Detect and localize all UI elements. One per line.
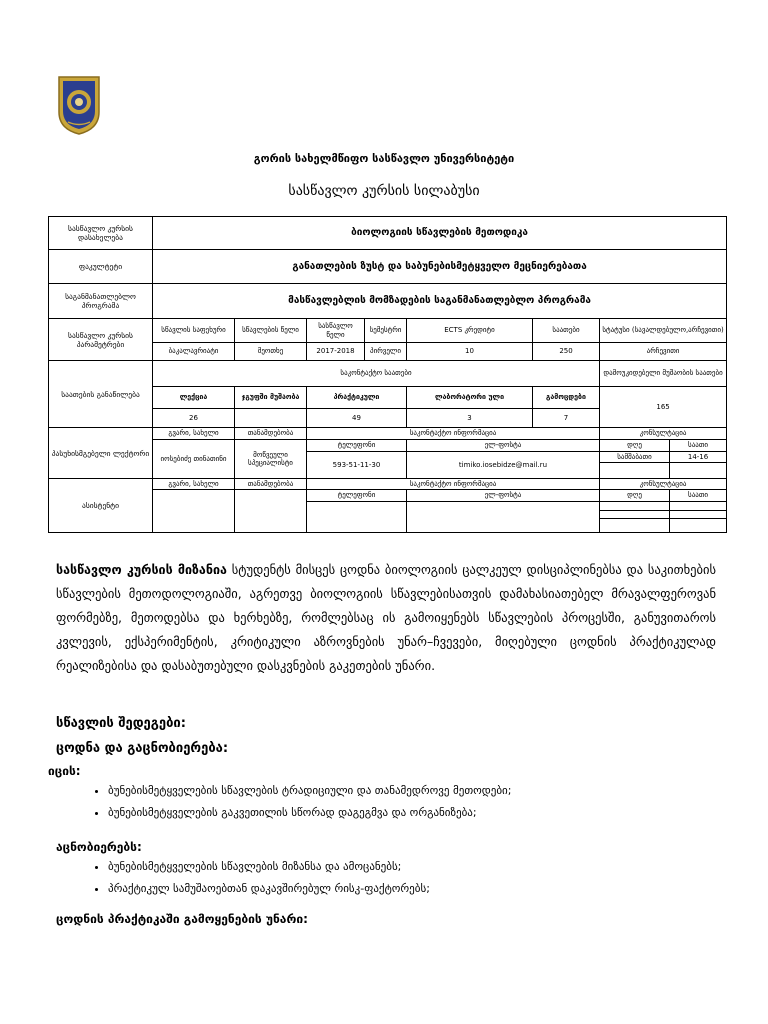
assistant-name xyxy=(153,490,235,533)
hours-header: ლაბორატორი ული xyxy=(407,387,533,409)
param-header: საათები xyxy=(533,319,600,343)
col-consult-header: კონსულტაცია xyxy=(600,428,727,440)
independent-hours-label: დამოუკიდებელი მუშაობის საათები xyxy=(600,361,727,387)
lecturer-phone: 593-51-11-30 xyxy=(307,452,407,479)
row-course-name xyxy=(49,217,727,250)
independent-hours: 165 xyxy=(600,387,727,428)
row-assistant-headers xyxy=(49,479,727,490)
hours-header: გამოცდები xyxy=(533,387,600,409)
aware-label: აცნობიერებს: xyxy=(56,840,142,854)
empty-cell xyxy=(600,519,670,533)
empty-cell xyxy=(670,502,727,511)
col-phone-header: ტელეფონი xyxy=(307,440,407,452)
param-value: ბაკალავრიატი xyxy=(153,343,235,361)
empty-cell xyxy=(600,502,670,511)
param-header: სტატუსი (სავალდებულო,არჩევითი) xyxy=(600,319,727,343)
param-value: 2017-2018 xyxy=(307,343,365,361)
university-name: გორის სახელმწიფო სასწავლო უნივერსიტეტი xyxy=(253,152,515,165)
university-seal-logo xyxy=(56,74,102,136)
aware-list xyxy=(78,856,728,900)
course-name-label: სასწავლო კურსის დასახელება xyxy=(49,217,153,250)
program-name: მასწავლებლის მომზადების საგანმანათლებლო პროგრამა xyxy=(153,284,727,319)
row-lecturer-headers xyxy=(49,428,727,440)
col-hour-header: საათი xyxy=(670,490,727,502)
param-value: არჩევითი xyxy=(600,343,727,361)
contact-hours-label: საკონტაქტო საათები xyxy=(153,361,600,387)
lecturer-email: timiko.iosebidze@mail.ru xyxy=(407,452,600,479)
assistant-position xyxy=(235,490,307,533)
col-name-header: გვარი, სახელი xyxy=(153,428,235,440)
hours-header: ლექცია xyxy=(153,387,235,409)
lecturer-label: პასუხისმგებელი ლექტორი xyxy=(49,428,153,479)
list-item: • ბუნებისმეტყველების გაკვეთილის სწორად დაგეგმვა და ორგანიზება; xyxy=(108,802,728,824)
col-contact-header: საკონტაქტო ინფორმაცია xyxy=(307,428,600,440)
program-label: საგანმანათლებლო პროგრამა xyxy=(49,284,153,319)
col-position-header: თანამდებობა xyxy=(235,479,307,490)
empty-cell xyxy=(670,463,727,479)
hours-value: 49 xyxy=(307,409,407,428)
list-item: • პრაქტიკულ სამუშაოებთან დაკავშირებულ რისკ-ფაქტორებს; xyxy=(108,878,728,900)
hours-value: 26 xyxy=(153,409,235,428)
outcomes-title: სწავლის შედეგები: xyxy=(56,716,186,731)
row-faculty xyxy=(49,250,727,284)
course-aim-text: სტუდენტს მისცეს ცოდნა ბიოლოგიის ცალკეულ დისციპლინებსა და საკითხების სწავლების მეთოდოლოგიაში, აგრეთვე ბიოლოგიის სწავლებისათვის დამახასიათებელ მრავალფეროვან ფორმებზე, მეთოდებსა და ხერხებზე, რომლებსაც ის გამოიყენებს სწავლების პროცესში, განუვითაროს კვლევის, ექსპერიმენტის, კრიტიკული აზროვნების უნარ–ჩვევები, მიღებული ცოდნის პრაქტიკულად რეალიზებისა და დასაბუთებული დასკვნების გაკეთების უნარი. xyxy=(56,562,717,673)
param-value: პირველი xyxy=(365,343,407,361)
hours-header: ჯგუფში მუშაობა xyxy=(235,387,307,409)
empty-cell xyxy=(600,511,670,519)
hours-value: 3 xyxy=(407,409,533,428)
faculty-label: ფაკულტეტი xyxy=(49,250,153,284)
list-item: • ბუნებისმეტყველების სწავლების მიზანსა და ამოცანებს; xyxy=(108,856,728,878)
practice-title: ცოდნის პრაქტიკაში გამოყენების უნარი: xyxy=(56,912,308,926)
faculty-name: განათლების ზუსტ და საბუნებისმეტყველო მეცნიერებათა xyxy=(153,250,727,284)
lecturer-position: მოწვეული სპეციალისტი xyxy=(235,440,307,479)
params-label: სასწავლო კურსის პარამეტრები xyxy=(49,319,153,361)
param-header: სწავლების წელი xyxy=(235,319,307,343)
empty-cell xyxy=(670,511,727,519)
course-aim-lead: სასწავლო კურსის მიზანია xyxy=(56,562,227,577)
consult-hour: 14-16 xyxy=(670,452,727,463)
param-value: 10 xyxy=(407,343,533,361)
hours-label: საათების განაწილება xyxy=(49,361,153,428)
col-email-header: ელ-ფოსტა xyxy=(407,490,600,502)
col-email-header: ელ-ფოსტა xyxy=(407,440,600,452)
row-hours-top xyxy=(49,361,727,387)
col-phone-header: ტელეფონი xyxy=(307,490,407,502)
syllabus-table xyxy=(48,216,727,533)
knowledge-title: ცოდნა და გაცნობიერება: xyxy=(56,741,229,756)
knows-label: იცის: xyxy=(48,764,81,778)
param-value: 250 xyxy=(533,343,600,361)
lecturer-name: იოსებიძე თინათინი xyxy=(153,440,235,479)
hours-header: პრაქტიკული xyxy=(307,387,407,409)
knows-list xyxy=(78,780,728,824)
col-hour-header: საათი xyxy=(670,440,727,452)
param-header: ECTS კრედიტი xyxy=(407,319,533,343)
col-contact-header: საკონტაქტო ინფორმაცია xyxy=(307,479,600,490)
assistant-phone xyxy=(307,502,407,533)
row-params-headers xyxy=(49,319,727,343)
course-name: ბიოლოგიის სწავლების მეთოდიკა xyxy=(153,217,727,250)
consult-day: სამშაბათი xyxy=(600,452,670,463)
syllabus-title: სასწავლო კურსის სილაბუსი xyxy=(288,183,480,199)
assistant-email xyxy=(407,502,600,533)
param-header: სწავლის საფეხური xyxy=(153,319,235,343)
col-consult-header: კონსულტაცია xyxy=(600,479,727,490)
empty-cell xyxy=(670,519,727,533)
row-program xyxy=(49,284,727,319)
col-day-header: დღე xyxy=(600,440,670,452)
empty-cell xyxy=(600,463,670,479)
col-name-header: გვარი, სახელი xyxy=(153,479,235,490)
assistants-label: ასისტენტი xyxy=(49,479,153,533)
hours-value xyxy=(235,409,307,428)
param-header: სემესტრი xyxy=(365,319,407,343)
hours-value: 7 xyxy=(533,409,600,428)
param-value: მეოთხე xyxy=(235,343,307,361)
course-aim-paragraph xyxy=(56,558,716,678)
col-day-header: დღე xyxy=(600,490,670,502)
list-item: • ბუნებისმეტყველების სწავლების ტრადიციული და თანამედროვე მეთოდები; xyxy=(108,780,728,802)
param-header: სასწავლო წელი xyxy=(307,319,365,343)
col-position-header: თანამდებობა xyxy=(235,428,307,440)
